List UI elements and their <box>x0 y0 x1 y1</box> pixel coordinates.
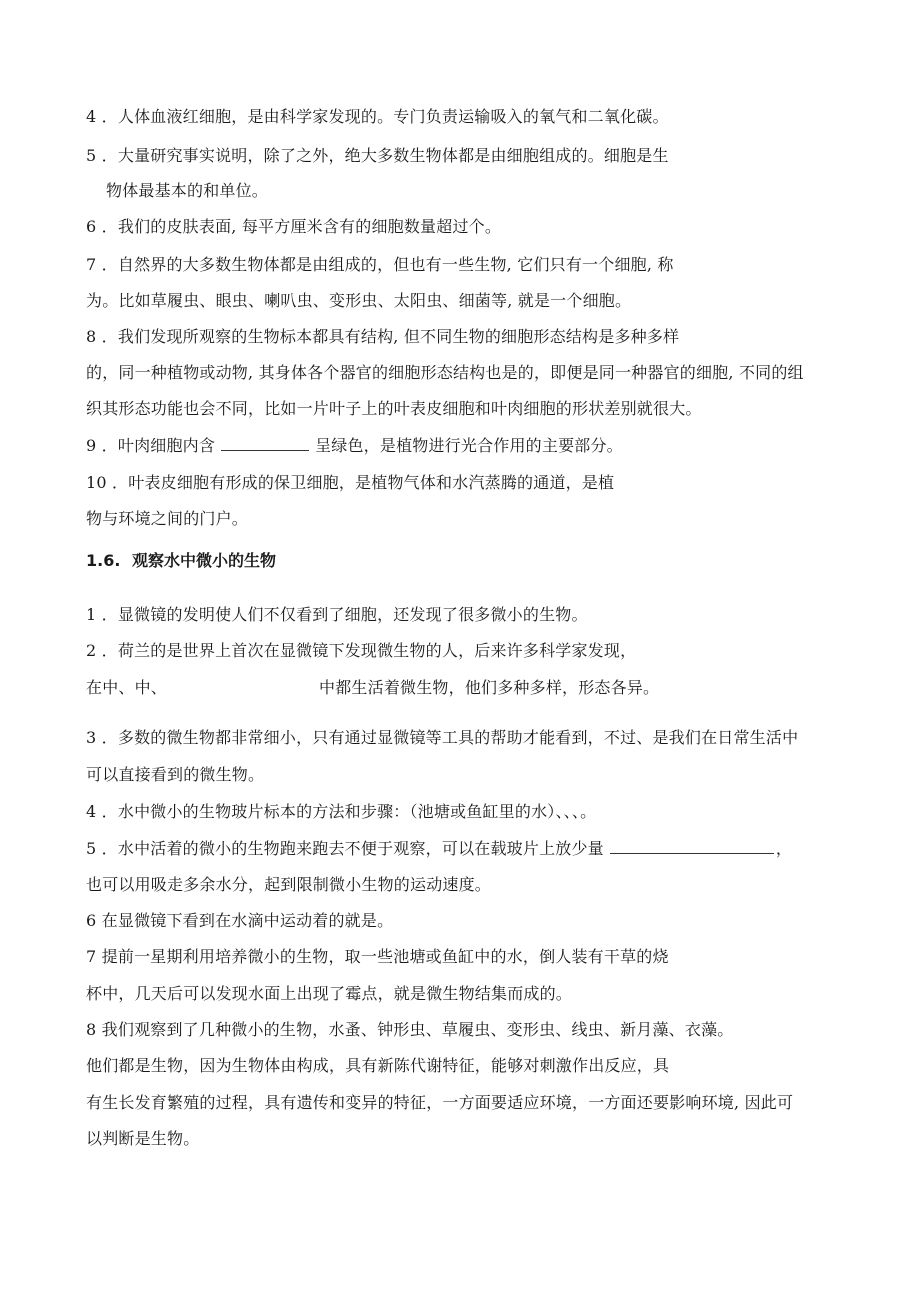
fill-blank[interactable] <box>610 839 774 854</box>
item-8-line-3: 织其形态功能也会不同，比如一片叶子上的叶表皮细胞和叶肉细胞的形状差别就很大。 <box>86 399 702 418</box>
s2-item-5-text-before: 5 ．水中活着的微小的生物跑来跑去不便于观察，可以在载玻片上放少量 <box>86 839 604 858</box>
s2-item-6-line: 6 在显微镜下看到在水滴中运动着的就是。 <box>86 911 394 930</box>
s2-item-8-line-3: 有生长发育繁殖的过程，具有遗传和变异的特征，一方面要适应环境，一方面还要影响环境, 因此可 <box>86 1093 794 1112</box>
section-heading-number: 1.6. <box>86 551 121 570</box>
s2-item-5-text-after: ， <box>775 839 793 858</box>
s2-item-7-line-1: 7 提前一星期利用培养微小的生物，取一些池塘或鱼缸中的水，倒人装有干草的烧 <box>86 947 669 966</box>
s2-item-3-line-1: 3 ．多数的微生物都非常细小，只有通过显微镜等工具的帮助才能看到，不过、是我们在日常生活中 <box>86 728 799 747</box>
s2-item-5-line-2: 也可以用吸走多余水分，起到限制微小生物的运动速度。 <box>86 875 492 894</box>
s2-item-8-line-1: 8 我们观察到了几种微小的生物，水蚤、钟形虫、草履虫、变形虫、线虫、新月藻、衣藻。 <box>86 1020 734 1039</box>
s2-item-2-line-2 <box>86 677 659 699</box>
item-9-text-before: 9 ．叶肉细胞内含 <box>86 436 216 455</box>
s2-item-8-line-4: 以判断是生物。 <box>86 1129 200 1148</box>
item-10-line-2: 物与环境之间的门户。 <box>86 509 249 528</box>
s2-item-1-line: 1 ．显微镜的发明使人们不仅看到了细胞，还发现了很多微小的生物。 <box>86 605 588 624</box>
s2-item-2-line-1: 2 ．荷兰的是世界上首次在显微镜下发现微生物的人，后来许多科学家发现， <box>86 641 637 660</box>
s2-item-2-text-b: 中都生活着微生物，他们多种多样，形态各异。 <box>319 678 660 697</box>
fill-blank[interactable] <box>221 436 309 451</box>
s2-item-2-text-a: 在中、中、 <box>86 678 168 697</box>
item-9-text-after: 呈绿色，是植物进行光合作用的主要部分。 <box>315 436 623 455</box>
item-7-line-1: 7 ．自然界的大多数生物体都是由组成的，但也有一些生物, 它们只有一个细胞, 称 <box>86 255 674 274</box>
s2-item-4-line: 4 ．水中微小的生物玻片标本的方法和步骤：（池塘或鱼缸里的水）、、、。 <box>86 802 597 821</box>
item-6-line: 6 ．我们的皮肤表面, 每平方厘米含有的细胞数量超过个。 <box>86 217 502 236</box>
item-8-line-2: 的，同一种植物或动物, 其身体各个器官的细胞形态结构也是的，即便是同一种器官的细胞, 不同的组 <box>86 363 804 382</box>
s2-item-3-line-2: 可以直接看到的微生物。 <box>86 765 265 784</box>
s2-item-8-line-2: 他们都是生物，因为生物体由构成，具有新陈代谢特征，能够对刺激作出反应，具 <box>86 1056 670 1075</box>
item-5-line-2: 物体最基本的和单位。 <box>106 181 269 200</box>
section-heading <box>86 550 276 572</box>
s2-item-7-line-2: 杯中，几天后可以发现水面上出现了霉点，就是微生物结集而成的。 <box>86 984 573 1003</box>
item-9-line <box>86 435 623 457</box>
section-heading-title: 观察水中微小的生物 <box>132 551 277 570</box>
item-5-line-1: 5 ．大量研究事实说明，除了之外，绝大多数生物体都是由细胞组成的。细胞是生 <box>86 146 669 165</box>
item-8-line-1: 8 ．我们发现所观察的生物标本都具有结构, 但不同生物的细胞形态结构是多种多样 <box>86 327 680 346</box>
s2-item-5-line-1 <box>86 838 792 860</box>
item-7-line-2: 为。比如草履虫、眼虫、喇叭虫、变形虫、太阳虫、细菌等, 就是一个细胞。 <box>86 291 632 310</box>
item-4-line: 4 ．人体血液红细胞，是由科学家发现的。专门负责运输吸入的氧气和二氧化碳。 <box>86 107 669 126</box>
item-10-line-1: 10 ．叶表皮细胞有形成的保卫细胞，是植物气体和水汽蒸腾的通道，是植 <box>86 473 615 492</box>
